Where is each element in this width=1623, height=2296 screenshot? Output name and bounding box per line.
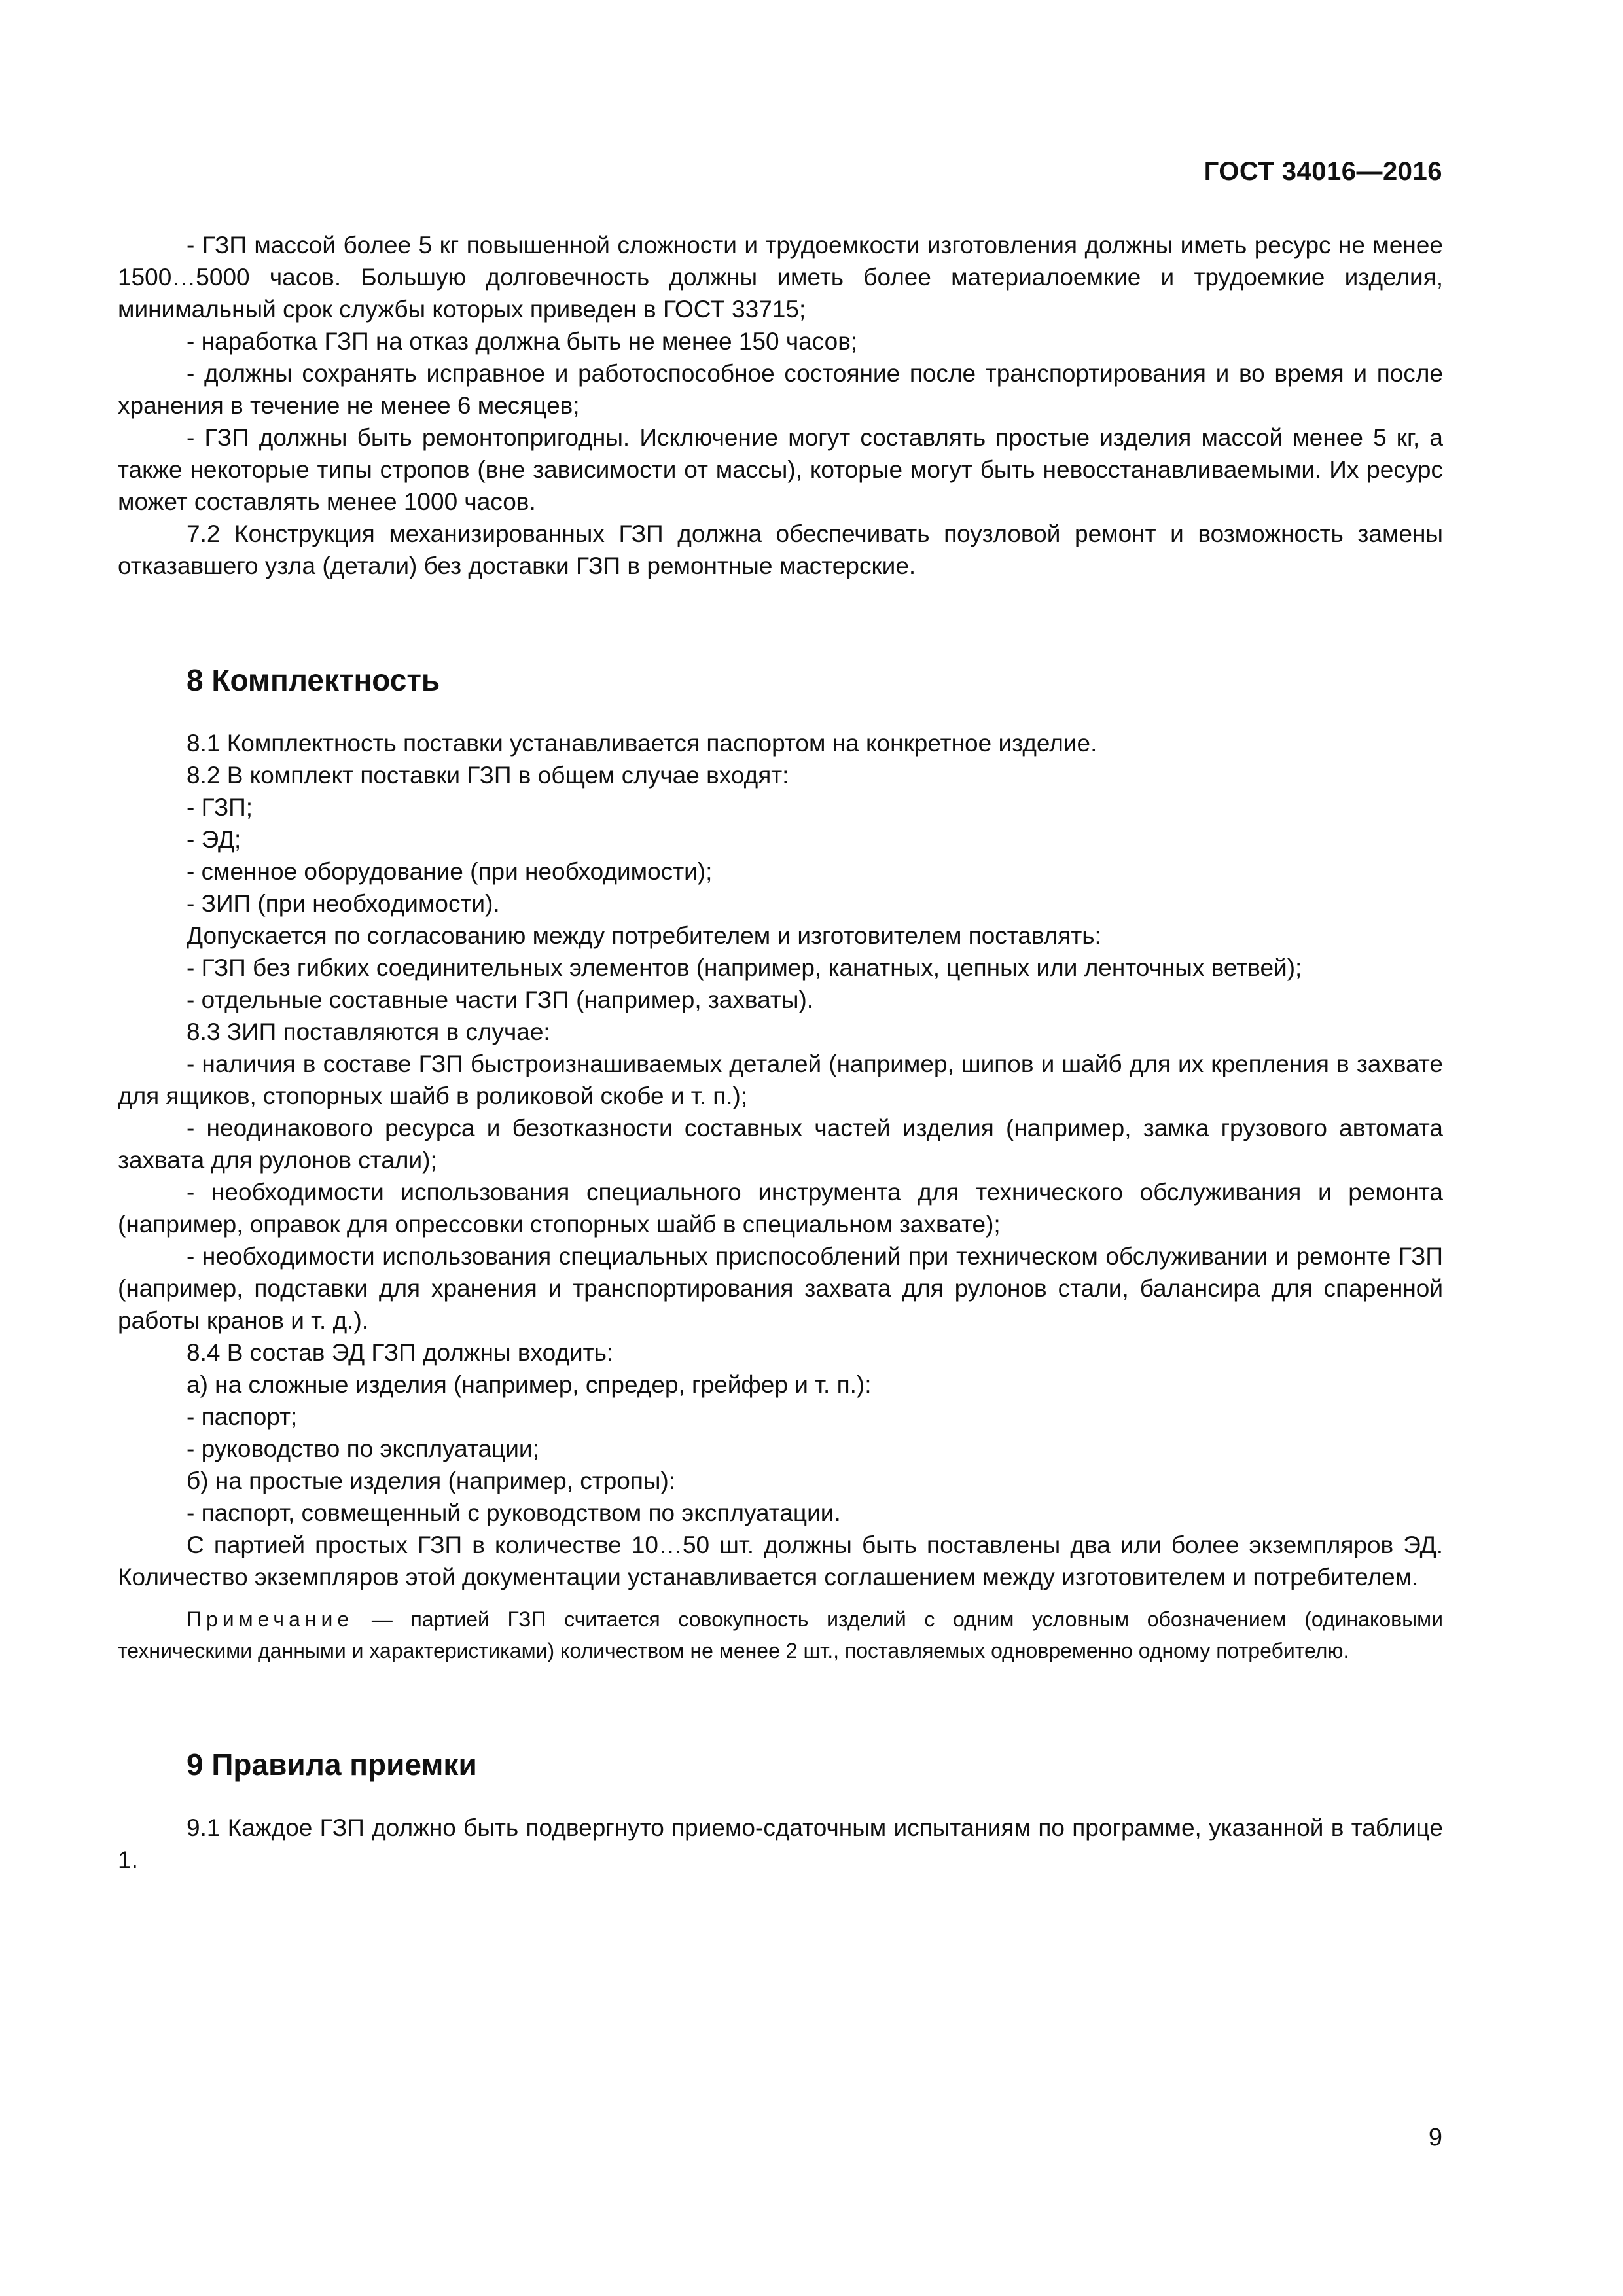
clause-9-1: 9.1 Каждое ГЗП должно быть подвергнуто приемо-сдаточным испытаниям по программе, указанной в таблице 1.	[118, 1814, 1443, 1873]
list-item: - руководство по эксплуатации;	[187, 1435, 539, 1462]
list-item: - ЭД;	[187, 826, 241, 853]
list-item: а) на сложные изделия (например, спредер, грейфер и т. п.):	[187, 1371, 872, 1398]
list-item: - ЗИП (при необходимости).	[187, 890, 500, 917]
list-item: - паспорт, совмещенный с руководством по эксплуатации.	[187, 1499, 841, 1526]
page-content	[118, 229, 1443, 1876]
clause-8-3: 8.3 ЗИП поставляются в случае:	[187, 1018, 550, 1045]
list-item: - паспорт;	[187, 1403, 298, 1430]
note-label: Примечание	[187, 1607, 354, 1631]
paragraph: - ГЗП должны быть ремонтопригодны. Исключение могут составлять простые изделия массой менее 5 кг, а также некоторые типы стропов (вне зависимости от массы), которые могут быть невосстанавливаемыми. Их ресурс может составлять менее 1000 часов.	[118, 424, 1443, 515]
list-item: - ГЗП без гибких соединительных элементов (например, канатных, цепных или ленточных ветвей);	[187, 954, 1302, 981]
note-text: — партией ГЗП считается совокупность изделий с одним условным обозначением (одинаковыми техническими данными и характеристиками) количеством не менее 2 шт., поставляемых одновременно одному потребителю.	[118, 1607, 1443, 1662]
paragraph: - должны сохранять исправное и работоспособное состояние после транспортирования и во время и после хранения в течение не менее 6 месяцев;	[118, 360, 1443, 419]
list-item: б) на простые изделия (например, стропы):	[187, 1467, 676, 1494]
list-item: - ГЗП;	[187, 794, 253, 821]
list-item: - неодинакового ресурса и безотказности составных частей изделия (например, замка грузового автомата захвата для рулонов стали);	[118, 1115, 1443, 1174]
note	[118, 1604, 1443, 1666]
clause-8-1: 8.1 Комплектность поставки устанавливается паспортом на конкретное изделие.	[187, 730, 1097, 757]
section-9-heading: 9 Правила приемки	[187, 1748, 477, 1782]
clause-8-2: 8.2 В комплект поставки ГЗП в общем случае входят:	[187, 762, 789, 789]
paragraph: - ГЗП массой более 5 кг повышенной сложности и трудоемкости изготовления должны иметь ресурс не менее 1500…5000 часов. Большую долговечность должны иметь более материалоемкие и трудоемкие изделия, минимальный срок службы которых приведен в ГОСТ 33715;	[118, 232, 1443, 323]
clause-7-2: 7.2 Конструкция механизированных ГЗП должна обеспечивать поузловой ремонт и возможность замены отказавшего узла (детали) без доставки ГЗП в ремонтные мастерские.	[118, 520, 1443, 579]
list-item: - наличия в составе ГЗП быстроизнашиваемых деталей (например, шипов и шайб для их крепления в захвате для ящиков, стопорных шайб в роликовой скобе и т. п.);	[118, 1050, 1443, 1109]
paragraph: Допускается по согласованию между потребителем и изготовителем поставлять:	[187, 922, 1101, 949]
paragraph: - наработка ГЗП на отказ должна быть не менее 150 часов;	[187, 328, 858, 355]
list-item: - необходимости использования специальных приспособлений при техническом обслуживании и ремонте ГЗП (например, подставки для хранения и транспортирования захвата для рулонов стали, балансира для спаренной работы кранов и т. д.).	[118, 1243, 1443, 1334]
clause-8-4: 8.4 В состав ЭД ГЗП должны входить:	[187, 1339, 614, 1366]
list-item: - необходимости использования специального инструмента для технического обслуживания и ремонта (например, оправок для опрессовки стопорных шайб в специальном захвате);	[118, 1179, 1443, 1238]
page-number: 9	[1428, 2124, 1442, 2151]
section-8-heading: 8 Комплектность	[187, 663, 440, 697]
paragraph: С партией простых ГЗП в количестве 10…50 шт. должны быть поставлены два или более экземпляров ЭД. Количество экземпляров этой документации устанавливается соглашением между изготовителем и потребителем.	[118, 1532, 1443, 1590]
list-item: - отдельные составные части ГЗП (например, захваты).	[187, 986, 814, 1013]
list-item: - сменное оборудование (при необходимости);	[187, 858, 713, 885]
standard-code: ГОСТ 34016—2016	[1204, 157, 1442, 186]
